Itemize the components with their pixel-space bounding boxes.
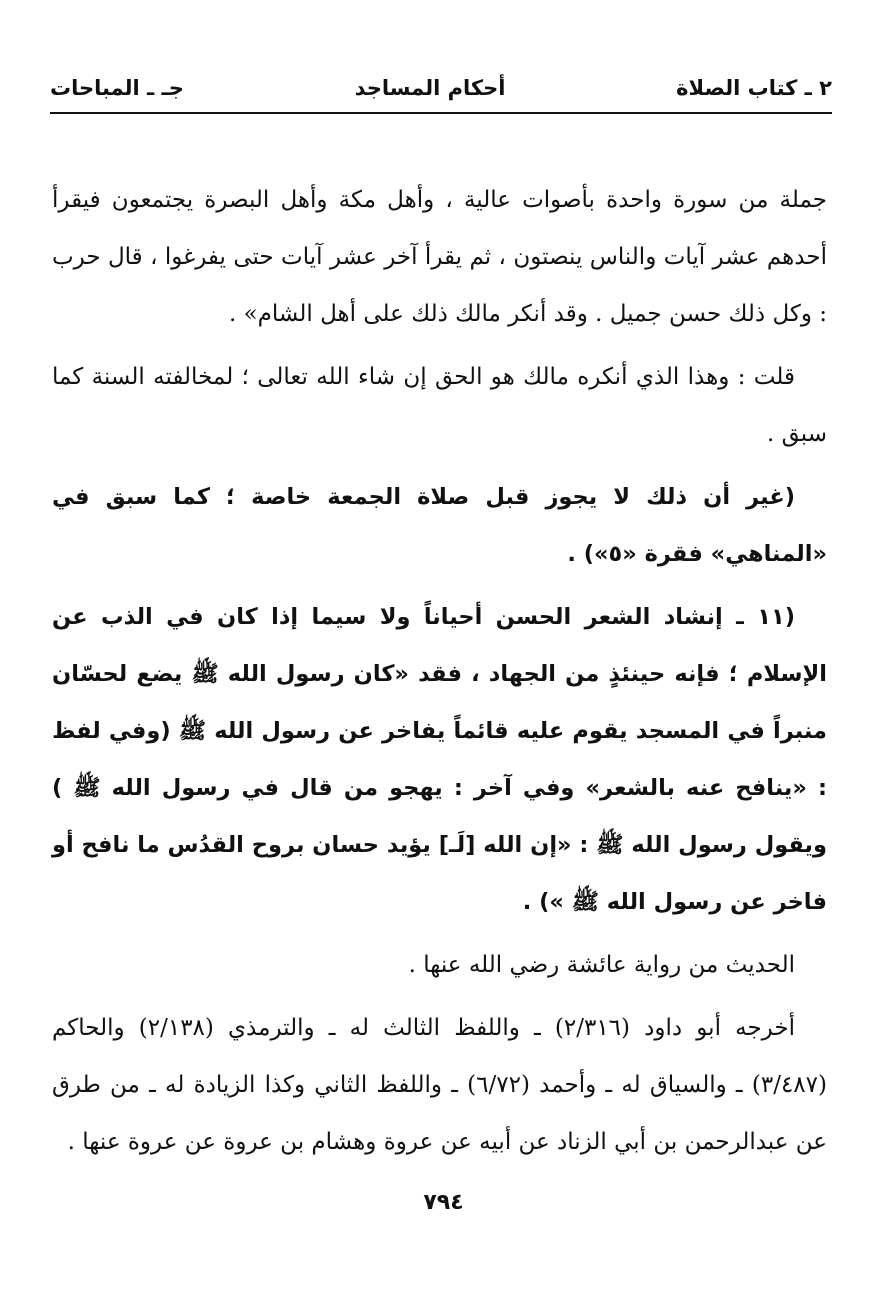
paragraph-hadith-source: الحديث من رواية عائشة رضي الله عنها .	[408, 952, 795, 978]
page-body	[52, 172, 827, 1171]
paragraph-item-11: (١١ ـ إنشاد الشعر الحسن أحياناً ولا سيما إذا كان في الذب عن الإسلام ؛ فإنه حينئذٍ من الجهاد ، فقد «كان رسول الله ﷺ يضع لحسّان منبراً في المسجد يقوم عليه قائماً يفاخر عن رسول الله ﷺ (وفي لفظ : «ينافح عنه بالشعر» وفي آخر : يهجو من قال في رسول الله ﷺ ) ويقول رسول الله ﷺ : «إن الله [لَـ] يؤيد حسان بروح القدُس ما نافح أو فاخر عن رسول الله ﷺ ») .	[52, 604, 827, 915]
page-number: ٧٩٤	[423, 1190, 464, 1215]
paragraph-continuation: جملة من سورة واحدة بأصوات عالية ، وأهل مكة وأهل البصرة يجتمعون فيقرأ أحدهم عشر آيات والناس ينصتون ، ثم يقرأ آخر عشر آيات حتى يفرغوا ، قال حرب : وكل ذلك حسن جميل . وقد أنكر مالك ذلك على أهل الشام» .	[52, 187, 827, 327]
header-title: أحكام المساجد	[354, 76, 506, 100]
running-header	[50, 68, 832, 108]
paragraph-takhrij: أخرجه أبو داود (٢/٣١٦) ـ واللفظ الثالث له ـ والترمذي (٢/١٣٨) والحاكم (٣/٤٨٧) ـ والسياق له ـ وأحمد (٦/٧٢) ـ واللفظ الثاني وكذا الزيادة له ـ من طرق عن عبدالرحمن بن أبي الزناد عن أبيه عن عروة وهشام بن عروة عن عروة عنها .	[52, 1015, 827, 1155]
header-chapter: ٢ ـ كتاب الصلاة	[676, 76, 832, 100]
paragraph-author-note: قلت : وهذا الذي أنكره مالك هو الحق إن شاء الله تعالى ؛ لمخالفته السنة كما سبق .	[52, 364, 827, 447]
header-rule	[50, 112, 832, 114]
paragraph-ruling-note: (غير أن ذلك لا يجوز قبل صلاة الجمعة خاصة ؛ كما سبق في «المناهي» فقرة «٥») .	[52, 484, 827, 567]
header-section: جـ ـ المباحات	[50, 76, 184, 100]
